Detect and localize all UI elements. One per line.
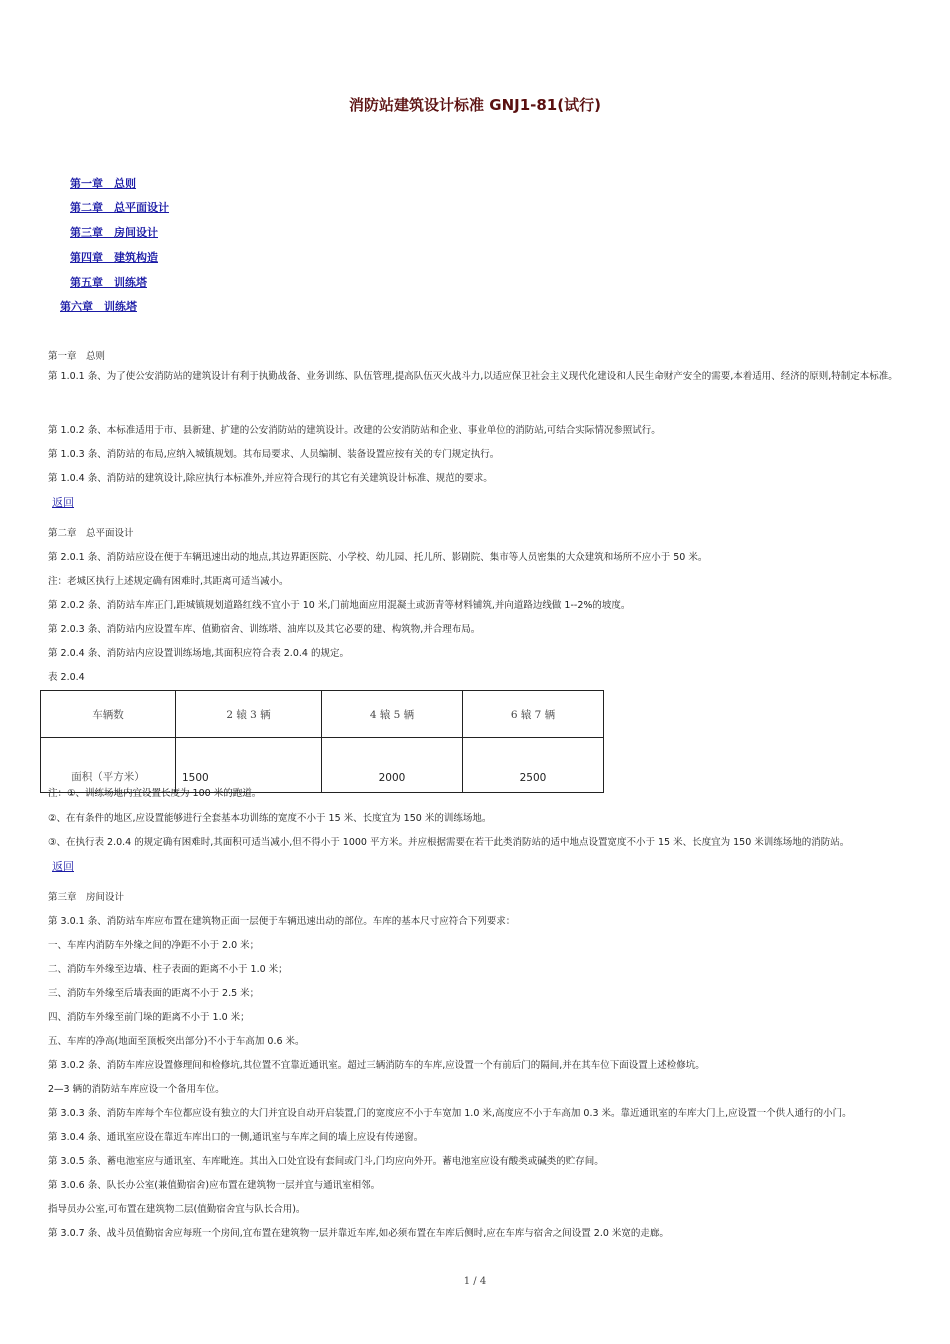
article-line: 四、消防车外缘至前门垛的距离不小于 1.0 米； xyxy=(48,1012,250,1023)
table-header-cell: 4 辕 5 辆 xyxy=(322,691,463,738)
article-line: 第 3.0.6 条、队长办公室(兼值勤宿舍)应布置在建筑物一层并宜与通讯室相邻。 xyxy=(48,1180,381,1191)
chapter-1-heading: 第一章 总则 xyxy=(48,351,106,362)
table-note-2: ②、在有条件的地区,应设置能够进行全套基本功训练的宽度不小于 15 米、长度宜为 150 米的训练场地。 xyxy=(48,813,492,824)
article-line: 2—3 辆的消防站车库应设一个备用车位。 xyxy=(48,1084,225,1095)
article-line: 第 3.0.2 条、消防车库应设置修理间和检修坑,其位置不宜靠近通讯室。超过三辆消防车的车库,应设置一个有前后门的隔间,并在其车位下面设置上述检修坑。 xyxy=(48,1060,705,1071)
article-line: 三、消防车外缘至后墙表面的距离不小于 2.5 米； xyxy=(48,988,260,999)
table-header-cell: 6 辕 7 辆 xyxy=(463,691,604,738)
table-header-cell: 2 辕 3 辆 xyxy=(176,691,322,738)
toc-link-chapter-6[interactable]: 第六章 训练塔 xyxy=(60,300,137,313)
page-number: 1 / 4 xyxy=(463,1276,487,1287)
table-note-3: ③、在执行表 2.0.4 的规定确有困难时,其面积可适当减小,但不得小于 1000 平方米。并应根据需要在若干此类消防站的适中地点设置宽度不小于 15 米、长度宜为 150 米训练场地的消防站。 xyxy=(48,837,850,848)
training-area-table xyxy=(40,690,604,793)
article-2-0-4: 第 2.0.4 条、消防站内应设置训练场地,其面积应符合表 2.0.4 的规定。 xyxy=(48,648,349,659)
article-line: 第 3.0.7 条、战斗员值勤宿舍应每班一个房间,宜布置在建筑物一层并靠近车库,如必须布置在车库后侧时,应在车库与宿舍之间设置 2.0 米宽的走廊。 xyxy=(48,1228,669,1239)
note-2-0-1: 注：老城区执行上述规定确有困难时,其距离可适当减小。 xyxy=(48,576,289,587)
article-2-0-2: 第 2.0.2 条、消防站车库正门,距城镇规划道路红线不宜小于 10 米,门前地面应用混凝土或沥青等材料铺筑,并向道路边线做 1--2%的坡度。 xyxy=(48,600,631,611)
article-line: 第 3.0.4 条、通讯室应设在靠近车库出口的一侧,通讯室与车库之间的墙上应设有传递窗。 xyxy=(48,1132,424,1143)
table-cell: 1500 xyxy=(176,738,322,793)
article-2-0-1: 第 2.0.1 条、消防站应设在便于车辆迅速出动的地点,其边界距医院、小学校、幼儿园、托儿所、影剧院、集市等人员密集的大众建筑和场所不应小于 50 米。 xyxy=(48,552,708,563)
toc-link-chapter-2[interactable]: 第二章 总平面设计 xyxy=(70,201,169,214)
toc-link-chapter-1[interactable]: 第一章 总则 xyxy=(70,177,136,190)
article-1-0-2: 第 1.0.2 条、本标准适用于市、县新建、扩建的公安消防站的建筑设计。改建的公安消防站和企业、事业单位的消防站,可结合实际情况参照试行。 xyxy=(48,425,661,436)
table-cell: 2500 xyxy=(463,738,604,793)
chapter-2-heading: 第二章 总平面设计 xyxy=(48,528,134,539)
article-1-0-1: 第 1.0.1 条、为了使公安消防站的建筑设计有利于执勤战备、业务训练、队伍管理,提高队伍灭火战斗力,以适应保卫社会主义现代化建设和人民生命财产安全的需要,本着适用、经济的原则,特制定本标准。 xyxy=(48,371,898,382)
table-caption: 表 2.0.4 xyxy=(48,672,85,683)
article-1-0-4: 第 1.0.4 条、消防站的建筑设计,除应执行本标准外,并应符合现行的其它有关建筑设计标准、规范的要求。 xyxy=(48,473,493,484)
table-note-1: 注：①、训练场地内宜设置长度为 100 米的跑道。 xyxy=(48,788,262,799)
article-1-0-3: 第 1.0.3 条、消防站的布局,应纳入城镇规划。其布局要求、人员编制、装备设置应按有关的专门规定执行。 xyxy=(48,449,500,460)
article-line: 五、车库的净高(地面至顶板突出部分)不小于车高加 0.6 米。 xyxy=(48,1036,305,1047)
back-link-chapter-1[interactable]: 返回 xyxy=(52,496,74,509)
table-header-row xyxy=(41,691,604,738)
toc-link-chapter-5[interactable]: 第五章 训练塔 xyxy=(70,276,147,289)
page-title: 消防站建筑设计标准 GNJ1-81(试行) xyxy=(349,96,601,114)
article-2-0-3: 第 2.0.3 条、消防站内应设置车库、值勤宿舍、训练塔、油库以及其它必要的建、构筑物,并合理布局。 xyxy=(48,624,481,635)
table-cell: 2000 xyxy=(322,738,463,793)
back-link-chapter-2[interactable]: 返回 xyxy=(52,860,74,873)
table-row-label: 面积（平方米） xyxy=(41,738,176,793)
article-line: 一、车库内消防车外缘之间的净距不小于 2.0 米； xyxy=(48,940,260,951)
article-line: 第 3.0.5 条、蓄电池室应与通讯室、车库毗连。其出入口处宜设有套间或门斗,门均应向外开。蓄电池室应设有酸类或碱类的贮存间。 xyxy=(48,1156,604,1167)
article-line: 指导员办公室,可布置在建筑物二层(值勤宿舍宜与队长合用)。 xyxy=(48,1204,306,1215)
article-line: 第 3.0.1 条、消防站车库应布置在建筑物正面一层便于车辆迅速出动的部位。车库的基本尺寸应符合下列要求： xyxy=(48,916,516,927)
article-line: 二、消防车外缘至边墙、柱子表面的距离不小于 1.0 米； xyxy=(48,964,288,975)
article-line: 第 3.0.3 条、消防车库每个车位都应设有独立的大门并宜设自动开启装置,门的宽度应不小于车宽加 1.0 米,高度应不小于车高加 0.3 米。靠近通讯室的车库大门上,应设置一个供人通行的小门。 xyxy=(48,1108,852,1119)
table-header-cell: 车辆数 xyxy=(41,691,176,738)
toc-link-chapter-3[interactable]: 第三章 房间设计 xyxy=(70,226,158,239)
toc-link-chapter-4[interactable]: 第四章 建筑构造 xyxy=(70,251,158,264)
chapter-3-heading: 第三章 房间设计 xyxy=(48,892,125,903)
